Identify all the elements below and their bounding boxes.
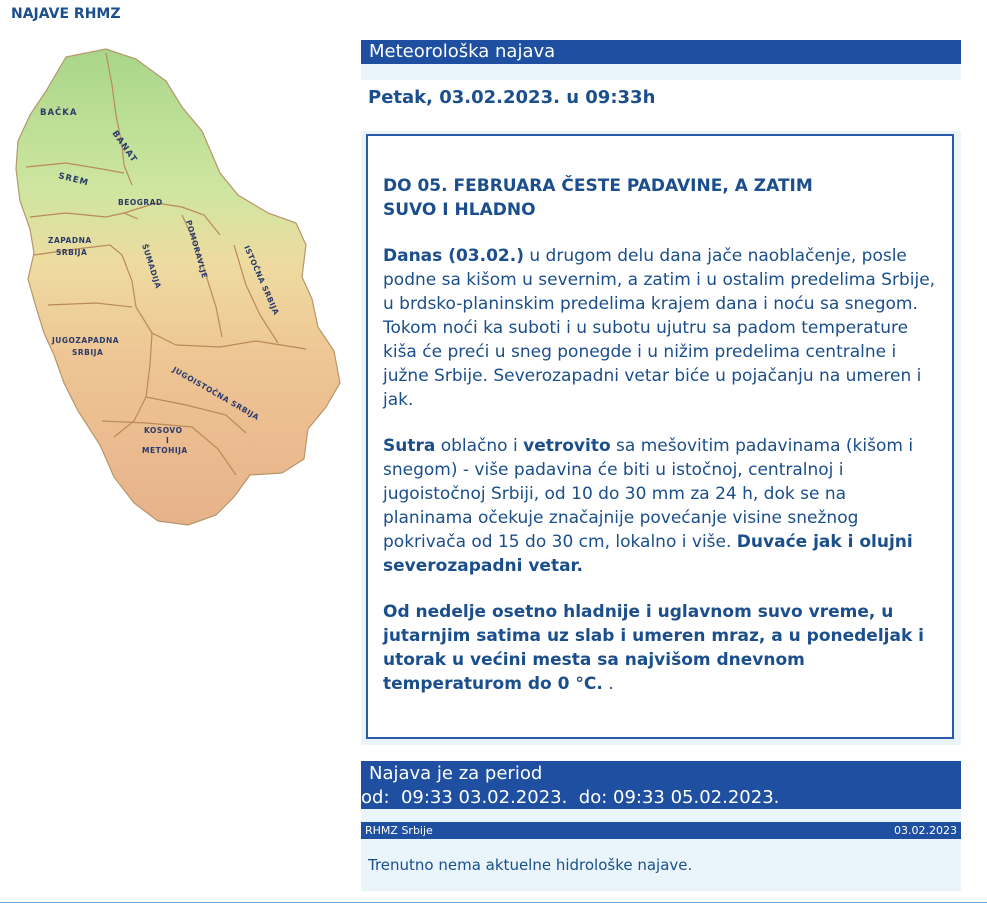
period-range: od: 09:33 03.02.2023. do: 09:33 05.02.2023. xyxy=(361,787,780,808)
region-label-jugozapadna-2: SRBIJA xyxy=(72,348,104,357)
page-title: NAJAVE RHMZ xyxy=(11,6,121,22)
forecast-headline xyxy=(383,174,938,222)
region-label-jugozapadna-1: JUGOZAPADNA xyxy=(52,336,120,345)
footer-source: RHMZ Srbije xyxy=(365,824,433,837)
forecast-outlook xyxy=(383,600,938,696)
forecast-box xyxy=(366,134,954,739)
region-label-istocna: ISTOČNA SRBIJA xyxy=(242,244,281,317)
outlook-text: Od nedelje osetno hladnije i uglavnom suvo vreme, u jutarnjim satima uz slab i umeren mraz, a u ponedeljak i utorak u većini mesta sa najvišom dnevnom temperaturom do 0 °C. xyxy=(383,602,925,694)
forecast-today xyxy=(383,244,938,412)
today-label: Danas (03.02.) xyxy=(383,246,524,266)
region-label-backa: BAČKA xyxy=(40,108,78,118)
region-label-srem: SREM xyxy=(57,171,90,189)
serbia-region-map[interactable] xyxy=(6,45,348,530)
forecast-headline-line-1: DO 05. FEBRUARA ČESTE PADAVINE, A ZATIM xyxy=(383,176,813,196)
header-band xyxy=(361,64,961,80)
bottom-divider xyxy=(0,902,987,903)
forecast-headline-line-2: SUVO I HLADNO xyxy=(383,200,536,220)
hydro-notice: Trenutno nema aktuelne hidrološke najave. xyxy=(368,856,693,874)
footer-date: 03.02.2023 xyxy=(894,824,957,837)
source-footer-bar xyxy=(361,822,961,839)
period-label: Najava je za period xyxy=(369,763,543,784)
forecast-tomorrow xyxy=(383,434,938,578)
tomorrow-windy: vetrovito xyxy=(523,436,611,456)
forecast-period-bar xyxy=(361,761,961,809)
forecast-section-header: Meteorološka najava xyxy=(361,40,961,64)
period-band xyxy=(361,809,961,822)
region-label-kosovo-1: KOSOVO xyxy=(144,426,183,435)
today-text: u drugom delu dana jače naoblačenje, posle podne sa kišom u severnim, a zatim i u ostalim predelima Srbije, u brdsko-planinskim predelima krajem dana i noću sa snegom. Tokom noći ka suboti i u subotu ujutru sa padom temperature kiša će preći u sneg ponegde i u nižim predelima centralne i južne Srbije. Severozapadni vetar biće u pojačanju na umeren i jak. xyxy=(383,246,936,410)
outlook-tail: . xyxy=(602,674,614,694)
tomorrow-text-1: oblačno i xyxy=(435,436,524,456)
region-label-jugoistocna: JUGOISTOČNA SRBIJA xyxy=(171,364,261,423)
tomorrow-label: Sutra xyxy=(383,436,436,456)
region-label-zapadna-1: ZAPADNA xyxy=(48,236,92,245)
tomorrow-text-2: sa mešovitim padavinama (kišom i snegom) - više padavina će biti u istočnoj, centralnoj i jugoistočnoj Srbiji, od 10 do 30 mm za 24 h, dok se na planinama očekuje značajnije povećanje visine snežnog pokrivača od 15 do 30 cm, lokalno i više. xyxy=(383,436,914,552)
region-label-zapadna-2: SRBIJA xyxy=(56,248,88,257)
region-label-sumadija: ŠUMADIJA xyxy=(140,242,163,290)
region-label-beograd: BEOGRAD xyxy=(118,198,163,207)
region-label-kosovo-2: I xyxy=(166,436,170,445)
forecast-date: Petak, 03.02.2023. u 09:33h xyxy=(368,87,656,108)
region-label-banat: BANAT xyxy=(109,128,139,165)
region-label-pomoravlje: POMORAVLJE xyxy=(184,219,210,280)
tomorrow-wind-warning: Duvaće jak i olujni severozapadni vetar. xyxy=(383,532,913,576)
region-label-kosovo-3: METOHIJA xyxy=(142,446,188,455)
